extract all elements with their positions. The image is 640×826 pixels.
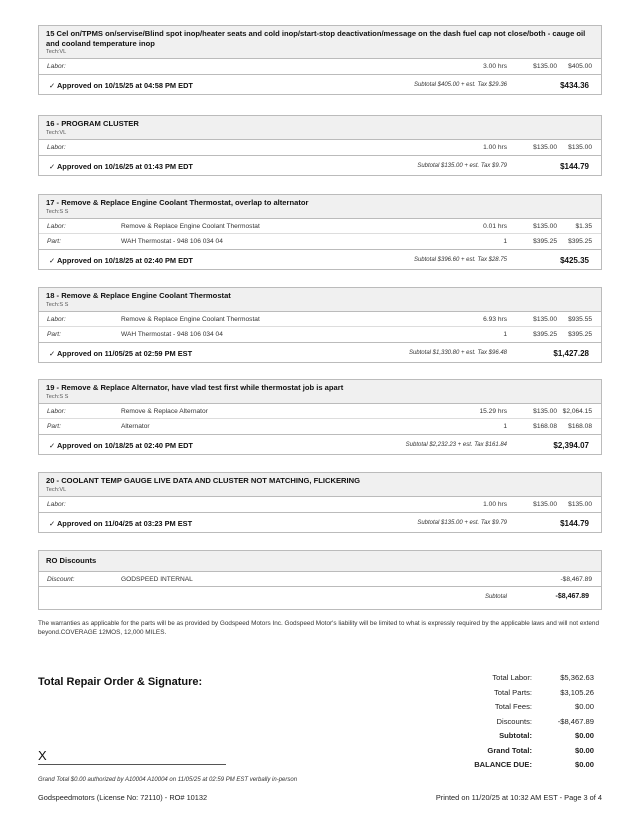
line-rate: $135.00 [533, 315, 557, 323]
line-rate: $135.00 [533, 143, 557, 151]
discounts-row [440, 715, 598, 730]
line-type: Part: [47, 330, 61, 338]
job-tech: Tech:VL [46, 129, 67, 136]
line-amount: $935.55 [568, 315, 592, 323]
total-value: $0.00 [574, 760, 594, 769]
approval-row [39, 74, 601, 94]
approval-row [39, 155, 601, 175]
line-rate: $395.25 [533, 330, 557, 338]
line-desc: Alternator [121, 422, 150, 430]
line-type: Labor: [47, 222, 66, 230]
job-17 [38, 194, 602, 270]
line-type: Part: [47, 237, 61, 245]
line-qty: 1.00 hrs [483, 143, 507, 151]
discount-subtotal-value: -$8,467.89 [555, 593, 589, 600]
approval-subtotal: Subtotal $135.00 + est. Tax $9.79 [417, 162, 507, 169]
approval-subtotal: Subtotal $2,232.23 + est. Tax $161.84 [405, 441, 507, 448]
totals-table [440, 671, 598, 773]
approval-row [39, 434, 601, 454]
job-tech: Tech:VL [46, 486, 67, 493]
job-title: 15 Cel on/TPMS on/servise/Blind spot inop/heater seats and cold inop/start-stop deactivation/message on the dash fuel cap not close/both - cauge oil and cooland temperature inop [46, 29, 586, 48]
line-type: Part: [47, 422, 61, 430]
line-rate: $135.00 [533, 500, 557, 508]
line-qty: 1 [503, 330, 507, 338]
line-item [39, 419, 601, 434]
line-amount: $405.00 [568, 63, 592, 70]
total-label: Total Fees: [494, 702, 532, 711]
line-rate: $135.00 [533, 407, 557, 415]
line-rate: $395.25 [533, 237, 557, 245]
approval-row [39, 249, 601, 269]
line-type: Labor: [47, 143, 66, 151]
discount-line [39, 572, 601, 587]
line-qty: 1 [503, 237, 507, 245]
approval-text: ✓ Approved on 10/18/25 at 02:40 PM EDT [49, 255, 193, 265]
line-qty: 3.00 hrs [483, 63, 507, 70]
job-title: 20 - COOLANT TEMP GAUGE LIVE DATA AND CLUSTER NOT MATCHING, FLICKERING [46, 476, 361, 485]
job-20 [38, 472, 602, 533]
approval-row [39, 342, 601, 362]
approval-text: ✓ Approved on 10/15/25 at 04:58 PM EDT [49, 81, 193, 90]
approval-text: ✓ Approved on 11/05/25 at 02:59 PM EST [49, 348, 193, 358]
job-15 [38, 25, 602, 95]
grand-total-row [440, 744, 598, 759]
line-type: Labor: [47, 407, 66, 415]
job-tech: Tech:VL [46, 49, 67, 55]
discount-amount: -$8,467.89 [560, 576, 592, 583]
footer-print-info: Printed on 11/20/25 at 10:32 AM EST - Page 3 of 4 [435, 793, 602, 802]
discounts-title: RO Discounts [46, 556, 97, 565]
job-header [39, 195, 601, 219]
job-16 [38, 115, 602, 176]
line-qty: 6.93 hrs [483, 315, 507, 323]
total-label: Grand Total: [487, 745, 532, 755]
approval-subtotal: Subtotal $135.00 + est. Tax $9.79 [417, 519, 507, 526]
job-title: 16 - PROGRAM CLUSTER [46, 119, 139, 128]
job-header [39, 116, 601, 140]
approval-total: $425.35 [560, 255, 589, 265]
line-desc: Remove & Replace Alternator [121, 407, 208, 415]
job-title: 19 - Remove & Replace Alternator, have vlad test first while thermostat job is apart [46, 383, 344, 392]
total-label: Subtotal: [499, 731, 532, 740]
approval-text: ✓ Approved on 11/04/25 at 03:23 PM EST [49, 518, 193, 528]
line-amount: $2,064.15 [562, 407, 592, 415]
job-title: 17 - Remove & Replace Engine Coolant Thermostat, overlap to alternator [46, 198, 309, 207]
total-value: $0.00 [574, 731, 594, 740]
total-fees-row [440, 700, 598, 715]
discount-subtotal-label: Subtotal [484, 594, 507, 600]
total-value: $0.00 [574, 745, 594, 755]
line-qty: 1 [503, 422, 507, 430]
total-value: $3,105.26 [560, 687, 594, 697]
approval-total: $144.79 [560, 518, 589, 528]
line-desc: Remove & Replace Engine Coolant Thermostat [121, 222, 260, 230]
discount-type: Discount: [47, 576, 75, 583]
approval-total: $2,394.07 [553, 440, 589, 450]
total-label: BALANCE DUE: [474, 760, 532, 769]
job-18 [38, 287, 602, 363]
total-label: Total Labor: [492, 673, 532, 682]
approval-total: $1,427.28 [553, 348, 589, 358]
approval-subtotal: Subtotal $405.00 + est. Tax $29.36 [413, 82, 507, 88]
discounts-header [39, 551, 601, 572]
discount-subtotal-row [39, 587, 601, 608]
job-header [39, 26, 601, 59]
line-desc: Remove & Replace Engine Coolant Thermostat [121, 315, 260, 323]
total-parts-row [440, 686, 598, 701]
approval-text: ✓ Approved on 10/16/25 at 01:43 PM EDT [49, 161, 193, 171]
summary-title: Total Repair Order & Signature: [38, 676, 203, 688]
approval-text: ✓ Approved on 10/18/25 at 02:40 PM EDT [49, 440, 193, 450]
line-rate: $135.00 [533, 222, 557, 230]
job-tech: Tech:S S [46, 208, 69, 215]
line-item [39, 312, 601, 327]
job-header [39, 473, 601, 497]
signature-mark: X [38, 748, 47, 763]
line-item [39, 59, 601, 74]
line-item [39, 219, 601, 234]
line-item [39, 234, 601, 249]
balance-due-row [440, 758, 598, 773]
line-item [39, 497, 601, 512]
authorization-text: Grand Total $0.00 authorized by A10004 A10004 on 11/05/25 at 02:59 PM EST verbally in-person [38, 777, 298, 783]
line-amount: $395.25 [568, 330, 592, 338]
footer-shop-info: Godspeedmotors (License No: 72110) - RO# 10132 [38, 793, 208, 802]
ro-discounts [38, 550, 602, 610]
line-type: Labor: [47, 500, 66, 508]
job-title: 18 - Remove & Replace Engine Coolant Thermostat [46, 291, 231, 300]
total-label: Discounts: [496, 716, 532, 726]
job-19 [38, 379, 602, 455]
approval-total: $434.36 [560, 81, 589, 90]
total-value: -$8,467.89 [557, 716, 594, 726]
line-qty: 0.01 hrs [483, 222, 507, 230]
discount-desc: GODSPEED INTERNAL [121, 576, 193, 583]
approval-subtotal: Subtotal $396.60 + est. Tax $28.75 [413, 256, 507, 263]
approval-total: $144.79 [560, 161, 589, 171]
total-labor-row [440, 671, 598, 686]
line-amount: $135.00 [568, 143, 592, 151]
warranty-text: The warranties as applicable for the parts will be as provided by Godspeed Motors Inc. Godspeed Motor's liability will be limited to what is expressly required by the applicable laws and will not extend beyond.COVERAGE 12MOS, 12,000 MILES. [38, 620, 600, 636]
subtotal-row [440, 729, 598, 744]
job-tech: Tech:S S [46, 301, 69, 308]
job-header [39, 380, 601, 404]
line-amount: $1.35 [575, 222, 592, 230]
approval-subtotal: Subtotal $1,330.80 + est. Tax $96.48 [408, 349, 507, 356]
line-qty: 15.29 hrs [479, 407, 507, 415]
line-type: Labor: [47, 63, 66, 70]
total-value: $0.00 [574, 702, 594, 711]
line-desc: WAH Thermostat - 948 106 034 04 [121, 330, 223, 338]
total-value: $5,362.63 [560, 673, 594, 682]
line-desc: WAH Thermostat - 948 106 034 04 [121, 237, 223, 245]
signature-line [38, 764, 226, 765]
line-rate: $168.08 [533, 422, 557, 430]
line-amount: $395.25 [568, 237, 592, 245]
line-amount: $168.08 [568, 422, 592, 430]
job-tech: Tech:S S [46, 393, 69, 400]
line-rate: $135.00 [533, 63, 557, 70]
approval-row [39, 512, 601, 532]
line-item [39, 327, 601, 342]
line-item [39, 404, 601, 419]
total-label: Total Parts: [494, 687, 532, 697]
line-amount: $135.00 [568, 500, 592, 508]
job-header [39, 288, 601, 312]
line-type: Labor: [47, 315, 66, 323]
line-item [39, 140, 601, 155]
line-qty: 1.00 hrs [483, 500, 507, 508]
